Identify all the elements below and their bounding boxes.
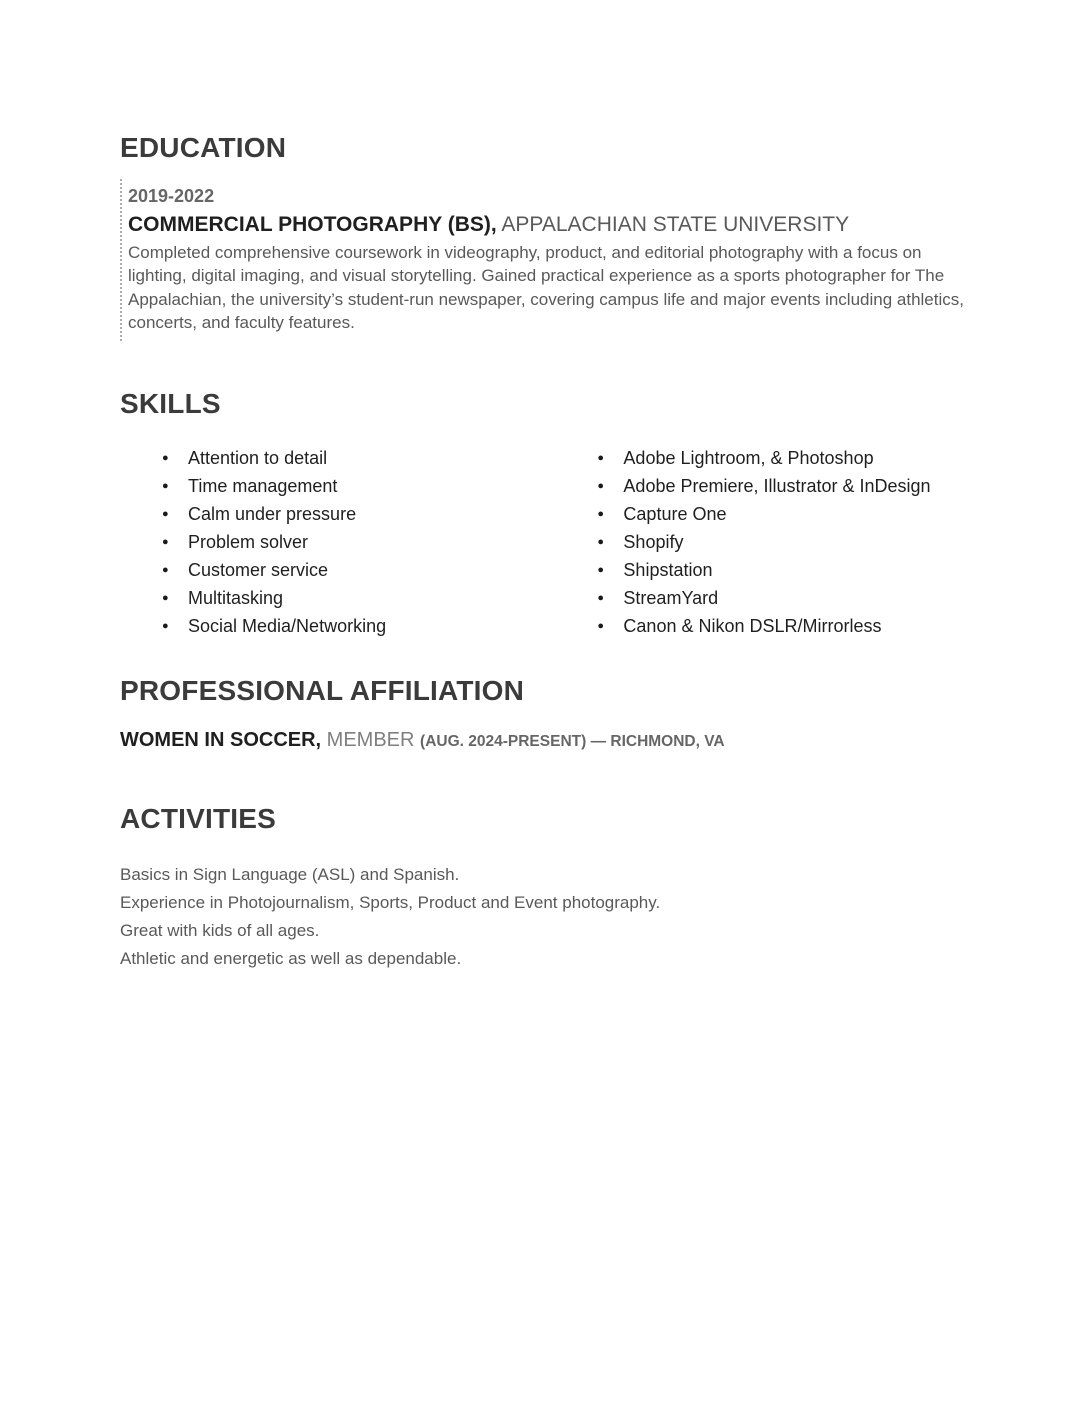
bullet-icon: ● (597, 620, 605, 633)
skill-item (595, 500, 972, 528)
skills-section (120, 387, 972, 641)
skill-label: Multitasking (188, 588, 284, 609)
skill-label: Social Media/Networking (188, 616, 387, 637)
skills-columns (120, 444, 972, 640)
affiliation-role: MEMBER (321, 728, 421, 751)
activity-line: Basics in Sign Language (ASL) and Spanish. (120, 865, 460, 885)
skill-label: Attention to detail (188, 448, 328, 469)
professional-affiliation-section (120, 674, 972, 756)
education-school: APPALACHIAN STATE UNIVERSITY (496, 212, 850, 236)
bullet-icon: ● (597, 508, 605, 521)
bullet-icon: ● (597, 480, 605, 493)
skill-label: Capture One (623, 504, 727, 525)
activity-line: Experience in Photojournalism, Sports, Product and Event photography. (120, 893, 661, 913)
skill-label: Adobe Premiere, Illustrator & InDesign (623, 476, 931, 497)
bullet-icon: ● (162, 592, 169, 605)
education-entry (120, 179, 984, 341)
bullet-icon: ● (597, 564, 605, 577)
affiliation-location: — RICHMOND, VA (586, 732, 725, 750)
skill-item (595, 528, 972, 556)
bullet-icon: ● (162, 508, 169, 521)
bullet-icon: ● (162, 452, 169, 465)
skill-label: Canon & Nikon DSLR/Mirrorless (623, 616, 882, 637)
skill-label: Time management (188, 476, 338, 497)
education-section (120, 131, 972, 341)
skill-item (595, 556, 972, 584)
education-heading: EDUCATION (120, 132, 287, 163)
skill-label: Shopify (623, 532, 684, 553)
skill-item (160, 584, 555, 612)
bullet-icon: ● (162, 536, 169, 549)
education-degree: COMMERCIAL PHOTOGRAPHY (BS), (128, 212, 497, 236)
bullet-icon: ● (162, 480, 169, 493)
affiliation-tenure: (AUG. 2024-PRESENT) (420, 732, 587, 750)
skill-item (160, 500, 555, 528)
skill-item (595, 584, 972, 612)
bullet-icon: ● (162, 564, 169, 577)
skill-label: Calm under pressure (188, 504, 357, 525)
activities-heading: ACTIVITIES (120, 802, 277, 834)
bullet-icon: ● (597, 592, 605, 605)
skills-right-column (595, 444, 972, 640)
activities-section (120, 802, 972, 974)
skill-item (160, 612, 555, 640)
skill-item (595, 444, 972, 472)
skill-label: Customer service (188, 560, 329, 581)
activity-line: Athletic and energetic as well as dependable. (120, 949, 462, 969)
education-dates: 2019-2022 (128, 185, 215, 206)
bullet-icon: ● (597, 452, 605, 465)
skill-label: Adobe Lightroom, & Photoshop (623, 448, 874, 469)
bullet-icon: ● (597, 536, 605, 549)
skill-item (595, 612, 972, 640)
affiliation-organization: WOMEN IN SOCCER, (120, 728, 322, 751)
skill-item (160, 444, 555, 472)
skill-label: StreamYard (623, 588, 719, 609)
skill-label: Problem solver (188, 532, 309, 553)
activities-list (120, 861, 972, 973)
affiliation-entry (120, 726, 972, 756)
skill-item (595, 472, 972, 500)
activity-line: Great with kids of all ages. (120, 921, 320, 941)
skill-item (160, 528, 555, 556)
professional-affiliation-heading: PROFESSIONAL AFFILIATION (120, 675, 525, 707)
skills-heading: SKILLS (120, 387, 221, 419)
skill-label: Shipstation (623, 560, 713, 581)
bullet-icon: ● (162, 620, 169, 633)
skill-item (160, 556, 555, 584)
skill-item (160, 472, 555, 500)
skills-left-column (160, 444, 555, 640)
education-degree-line (128, 210, 984, 239)
education-description: Completed comprehensive coursework in videography, product, and editorial photography with a focus on lighting, digital imaging, and visual storytelling. Gained practical experience as a sports photographer for The Appalachian, the university’s student-run newspaper, covering campus life and major events including athletics, concerts, and faculty features. (128, 242, 964, 333)
